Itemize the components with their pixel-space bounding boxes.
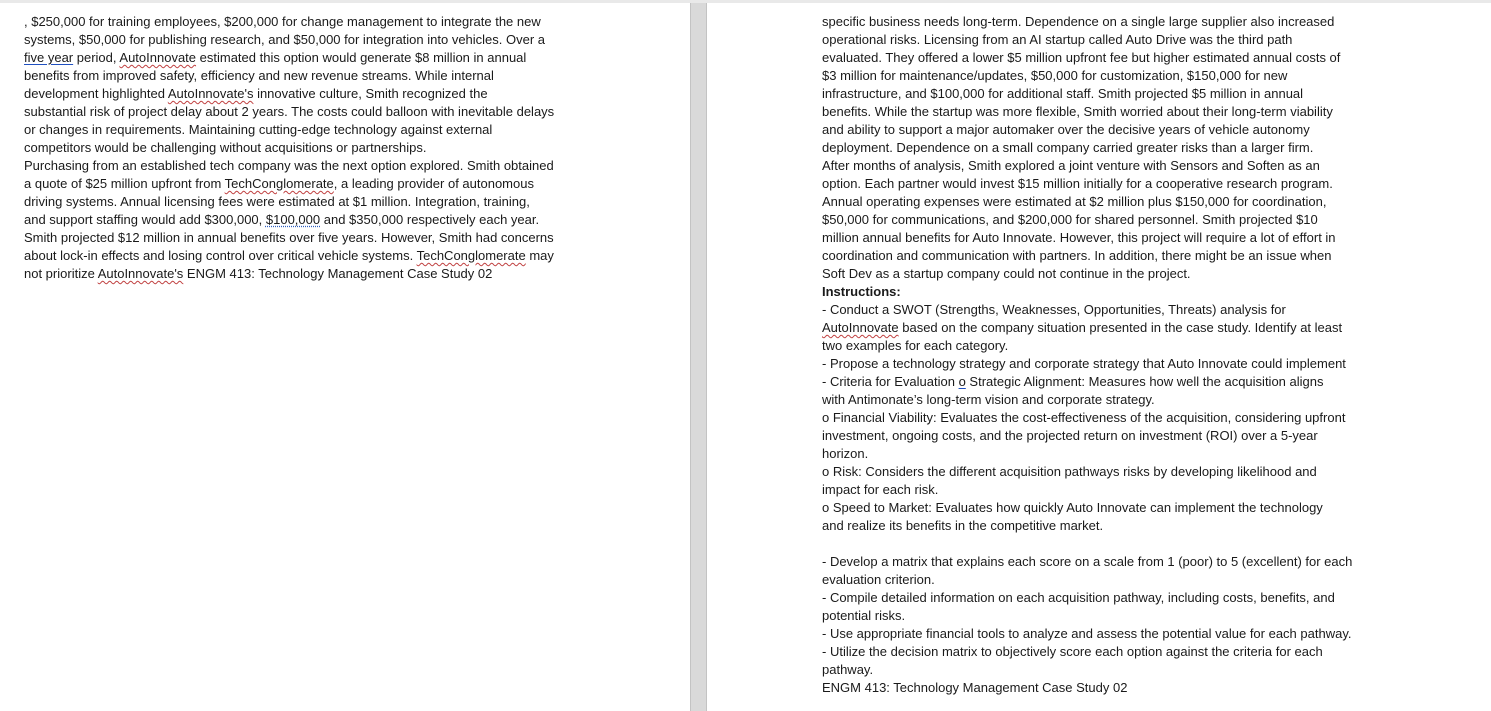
text-line	[822, 49, 1352, 67]
text-run: benefits. While the startup was more flexible, Smith worried about their long-term viability	[822, 104, 1333, 119]
text-line	[24, 85, 554, 103]
spelling-flagged-word: TechConglomerate	[224, 176, 334, 191]
text-run: ENGM 413: Technology Management Case Study 02	[183, 266, 493, 281]
text-run: Smith projected $12 million in annual benefits over five years. However, Smith had concerns	[24, 230, 554, 245]
text-line	[822, 427, 1352, 445]
text-line	[822, 211, 1352, 229]
text-run: Strategic Alignment: Measures how well the acquisition aligns	[965, 374, 1324, 389]
text-run: o Speed to Market: Evaluates how quickly Auto Innovate can implement the technology	[822, 500, 1323, 515]
text-line	[24, 211, 554, 229]
text-run: systems, $50,000 for publishing research, and $50,000 for integration into vehicles. Over a	[24, 32, 546, 47]
text-line	[822, 481, 1352, 499]
text-line	[24, 229, 554, 247]
text-line	[822, 175, 1352, 193]
text-run: potential risks.	[822, 608, 906, 623]
text-run: - Develop a matrix that explains each score on a scale from 1 (poor) to 5 (excellent) for each	[822, 554, 1353, 569]
text-line	[24, 175, 554, 193]
text-line	[24, 265, 554, 283]
text-line	[24, 193, 554, 211]
text-run: Soft Dev as a startup company could not continue in the project.	[822, 266, 1191, 281]
text-run: $3 million for maintenance/updates, $50,000 for customization, $150,000 for new	[822, 68, 1288, 83]
text-run: and realize its benefits in the competitive market.	[822, 518, 1104, 533]
grammar-flagged-word: $100,000	[265, 212, 321, 227]
spelling-flagged-word: AutoInnovate	[822, 320, 899, 335]
grammar-flagged-word: five year	[24, 50, 74, 65]
text-run: Instructions:	[822, 284, 901, 299]
text-line	[24, 157, 554, 175]
text-run: estimated this option would generate $8 million in annual	[196, 50, 527, 65]
text-run: driving systems. Annual licensing fees were estimated at $1 million. Integration, training,	[24, 194, 530, 209]
text-line	[822, 283, 1352, 301]
text-run: After months of analysis, Smith explored a joint venture with Sensors and Soften as an	[822, 158, 1320, 173]
text-line	[822, 373, 1352, 391]
text-line	[822, 121, 1352, 139]
text-line	[822, 139, 1352, 157]
text-line	[822, 13, 1352, 31]
text-line	[822, 553, 1352, 571]
text-run: ENGM 413: Technology Management Case Study 02	[822, 680, 1128, 695]
text-line	[822, 85, 1352, 103]
text-line	[24, 31, 554, 49]
text-line	[822, 31, 1352, 49]
text-line	[822, 229, 1352, 247]
text-run: horizon.	[822, 446, 869, 461]
text-run: - Compile detailed information on each acquisition pathway, including costs, benefits, and	[822, 590, 1335, 605]
text-line	[822, 247, 1352, 265]
text-run: Annual operating expenses were estimated at $2 million plus $150,000 for coordination,	[822, 194, 1327, 209]
text-run: and ability to support a major automaker over the decisive years of vehicle autonomy	[822, 122, 1310, 137]
text-line	[24, 67, 554, 85]
text-run: deployment. Dependence on a small company carried greater risks than a larger firm.	[822, 140, 1314, 155]
text-line	[822, 499, 1352, 517]
text-run: - Use appropriate financial tools to analyze and assess the potential value for each pathway.	[822, 626, 1352, 641]
text-run: with Antimonate’s long-term vision and corporate strategy.	[822, 392, 1155, 407]
text-line	[24, 247, 554, 265]
text-line	[24, 139, 554, 157]
text-line	[822, 445, 1352, 463]
text-run: - Criteria for Evaluation	[822, 374, 959, 389]
text-run: substantial risk of project delay about 2 years. The costs could balloon with inevitable delays	[24, 104, 555, 119]
right-page-text[interactable]	[822, 13, 1352, 697]
text-line	[24, 103, 554, 121]
text-run: evaluated. They offered a lower $5 million upfront fee but higher estimated annual costs of	[822, 50, 1341, 65]
document-page-left[interactable]	[0, 3, 690, 711]
text-line	[822, 409, 1352, 427]
text-run: pathway.	[822, 662, 874, 677]
text-run: and support staffing would add $300,000,	[24, 212, 266, 227]
text-line	[822, 661, 1352, 679]
text-run: development highlighted	[24, 86, 168, 101]
text-run: - Utilize the decision matrix to objectively score each option against the criteria for each	[822, 644, 1323, 659]
text-run: innovative culture, Smith recognized the	[253, 86, 488, 101]
text-line	[822, 535, 1352, 553]
text-run: , $250,000 for training employees, $200,000 for change management to integrate the new	[24, 14, 541, 29]
text-run: and $350,000 respectively each year.	[320, 212, 540, 227]
text-run: $50,000 for communications, and $200,000 for shared personnel. Smith projected $10	[822, 212, 1318, 227]
text-line	[822, 589, 1352, 607]
text-run: may	[525, 248, 554, 263]
left-page-text[interactable]	[24, 13, 554, 283]
text-run: - Conduct a SWOT (Strengths, Weaknesses, Opportunities, Threats) analysis for	[822, 302, 1286, 317]
text-line	[24, 49, 554, 67]
text-line	[822, 517, 1352, 535]
text-run: - Propose a technology strategy and corporate strategy that Auto Innovate could implement	[822, 356, 1346, 371]
text-line	[822, 67, 1352, 85]
text-run: option. Each partner would invest $15 million initially for a cooperative research program.	[822, 176, 1333, 191]
text-run: , a leading provider of autonomous	[333, 176, 534, 191]
spelling-flagged-word: AutoInnovate's	[167, 86, 254, 101]
text-line	[24, 121, 554, 139]
text-run: million annual benefits for Auto Innovate. However, this project will require a lot of effort in	[822, 230, 1336, 245]
text-run: coordination and communication with partners. In addition, there might be an issue when	[822, 248, 1332, 263]
text-run: operational risks. Licensing from an AI startup called Auto Drive was the third path	[822, 32, 1293, 47]
text-run: not prioritize	[24, 266, 98, 281]
text-run: o Risk: Considers the different acquisition pathways risks by developing likelihood and	[822, 464, 1317, 479]
grammar-flagged-word: o	[958, 374, 966, 389]
text-run: about lock-in effects and losing control over critical vehicle systems.	[24, 248, 417, 263]
text-run: a quote of $25 million upfront from	[24, 176, 225, 191]
text-line	[822, 463, 1352, 481]
text-line	[822, 571, 1352, 589]
spelling-flagged-word: AutoInnovate's	[97, 266, 184, 281]
spelling-flagged-word: TechConglomerate	[416, 248, 526, 263]
text-line	[822, 157, 1352, 175]
text-line	[24, 13, 554, 31]
text-run: specific business needs long-term. Dependence on a single large supplier also increased	[822, 14, 1335, 29]
text-run: o Financial Viability: Evaluates the cost-effectiveness of the acquisition, considering upfront	[822, 410, 1346, 425]
text-line	[822, 355, 1352, 373]
text-line	[822, 265, 1352, 283]
text-run: benefits from improved safety, efficiency and new revenue streams. While internal	[24, 68, 494, 83]
page-gutter	[690, 3, 707, 711]
text-run: based on the company situation presented in the case study. Identify at least	[898, 320, 1343, 335]
text-line	[822, 607, 1352, 625]
text-run: two examples for each category.	[822, 338, 1009, 353]
spelling-flagged-word: AutoInnovate	[119, 50, 197, 65]
text-line	[822, 193, 1352, 211]
text-line	[822, 103, 1352, 121]
text-run: or changes in requirements. Maintaining cutting-edge technology against external	[24, 122, 493, 137]
text-line	[822, 337, 1352, 355]
text-run: competitors would be challenging without acquisitions or partnerships.	[24, 140, 427, 155]
text-run: infrastructure, and $100,000 for additional staff. Smith projected $5 million in annual	[822, 86, 1304, 101]
text-line	[822, 643, 1352, 661]
text-run: evaluation criterion.	[822, 572, 935, 587]
text-run: impact for each risk.	[822, 482, 939, 497]
text-line	[822, 319, 1352, 337]
text-line	[822, 391, 1352, 409]
document-page-right[interactable]	[707, 3, 1491, 711]
text-line	[822, 301, 1352, 319]
text-run: Purchasing from an established tech company was the next option explored. Smith obtained	[24, 158, 554, 173]
text-line	[822, 679, 1352, 697]
text-run: investment, ongoing costs, and the projected return on investment (ROI) over a 5-year	[822, 428, 1318, 443]
text-line	[822, 625, 1352, 643]
text-run: period,	[73, 50, 120, 65]
